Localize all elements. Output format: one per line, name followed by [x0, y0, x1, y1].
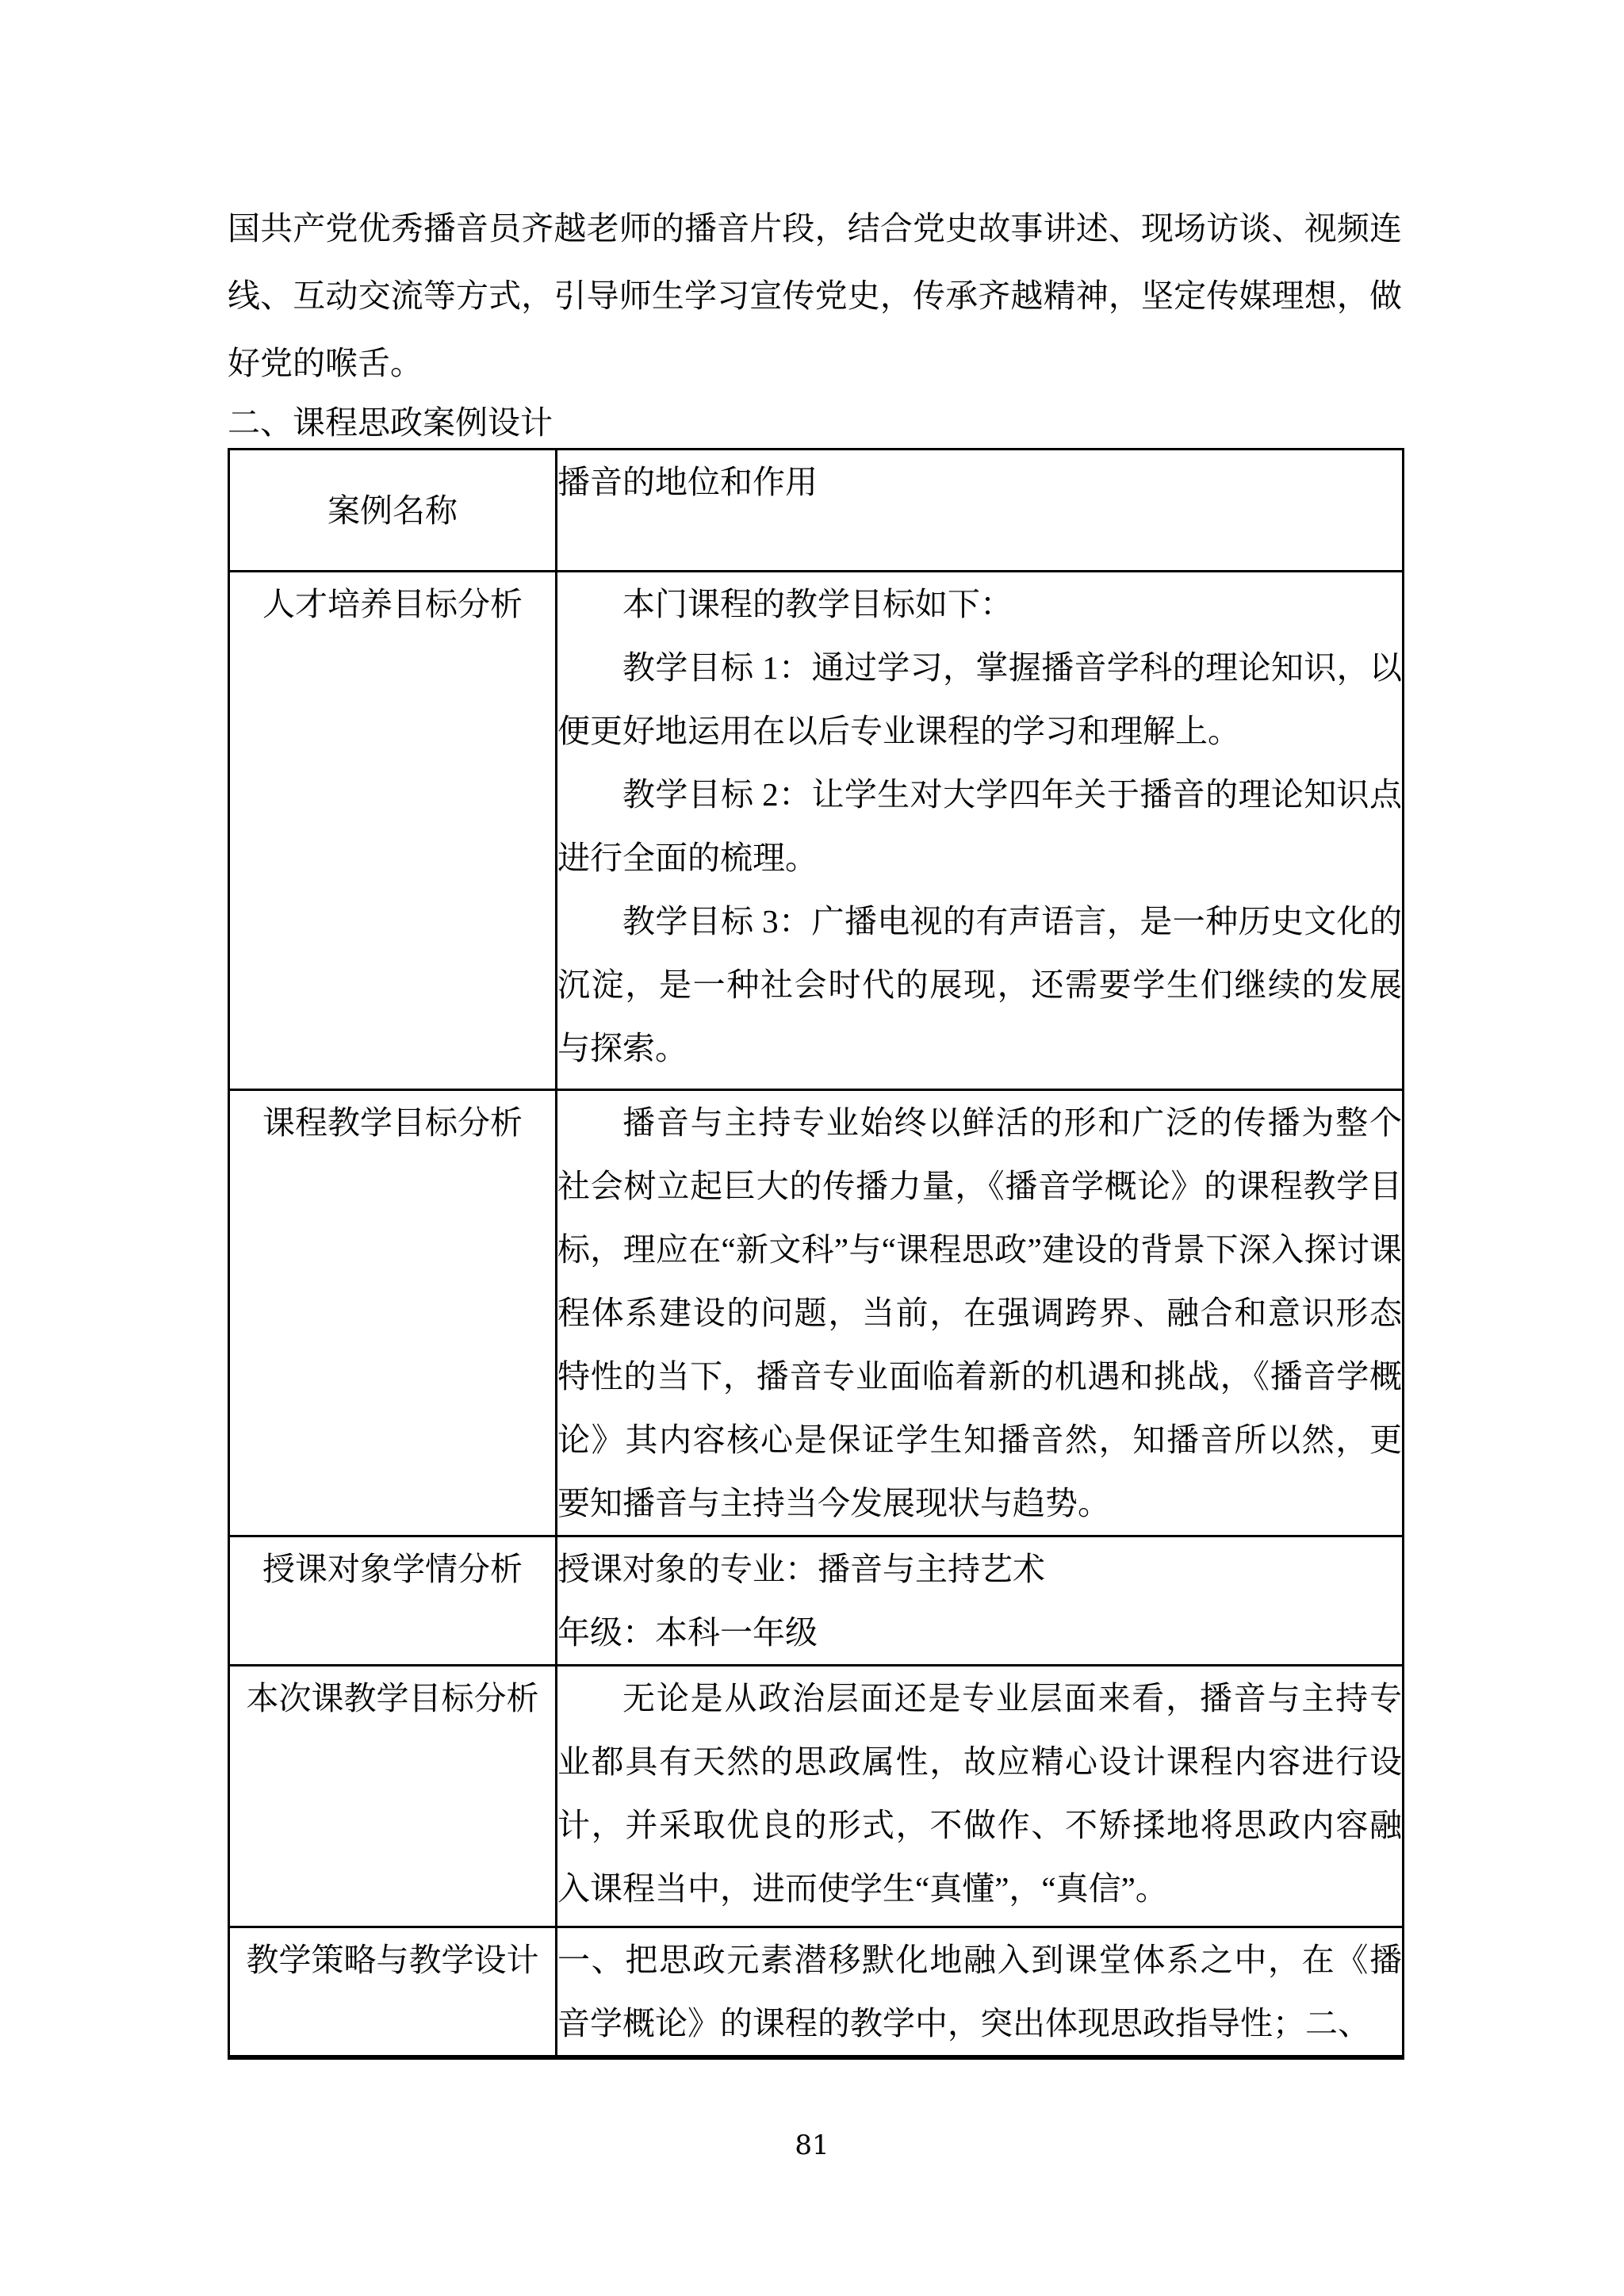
row-label: 授课对象学情分析: [229, 1536, 557, 1666]
row-content: [557, 1666, 1404, 1927]
cell-paragraph: 年级：本科一年级: [557, 1614, 818, 1651]
table-row-case-name: [229, 450, 1404, 572]
row-label: 教学策略与教学设计: [229, 1927, 557, 2058]
cell-paragraph: 播音与主持专业始终以鲜活的形和广泛的传播为整个社会树立起巨大的传播力量，《播音学概论》的课程教学目标，理应在“新文科”与“课程思政”建设的背景下深入探讨课程体系建设的问题，当前，在强调跨界、融合和意识形态特性的当下，播音专业面临着新的机遇和挑战，《播音学概论》其内容核心是保证学生知播音然，知播音所以然，更要知播音与主持当今发展现状与趋势。: [557, 1104, 1402, 1521]
row-label: 案例名称: [229, 450, 557, 572]
page-body: [228, 0, 1402, 2060]
row-label: 人才培养目标分析: [229, 572, 557, 1090]
page-number: 81: [795, 2130, 829, 2161]
row-label: 本次课教学目标分析: [229, 1666, 557, 1927]
row-content: [557, 1090, 1404, 1536]
top-paragraph: 国共产党优秀播音员齐越老师的播音片段，结合党史故事讲述、现场访谈、视频连线、互动交流等方式，引导师生学习宣传党史，传承齐越精神，坚定传媒理想，做好党的喉舌。: [228, 210, 1402, 381]
table-row-student-analysis: [229, 1536, 1404, 1666]
row-content: [557, 1536, 1404, 1666]
table-row-lesson-goal-analysis: [229, 1666, 1404, 1927]
cell-paragraph: 教学目标 1：通过学习，掌握播音学科的理论知识，以便更好地运用在以后专业课程的学习和理解上。: [557, 649, 1402, 749]
table-row-teaching-strategy: [229, 1927, 1404, 2058]
cell-paragraph: 无论是从政治层面还是专业层面来看，播音与主持专业都具有天然的思政属性，故应精心设计课程内容进行设计，并采取优良的形式，不做作、不矫揉地将思政内容融入课程当中，进而使学生“真懂”，“真信”。: [557, 1680, 1402, 1907]
row-content: [557, 1927, 1404, 2058]
cell-paragraph: 教学目标 2：让学生对大学四年关于播音的理论知识点进行全面的梳理。: [557, 776, 1402, 876]
section-heading: 二、课程思政案例设计: [228, 404, 553, 441]
cell-paragraph: 授课对象的专业：播音与主持艺术: [557, 1551, 1045, 1587]
case-design-table: [228, 448, 1404, 2060]
cell-paragraph: 本门课程的教学目标如下：: [622, 586, 1013, 622]
table-row-talent-goal-analysis: [229, 572, 1404, 1090]
cell-paragraph: 教学目标 3：广播电视的有声语言，是一种历史文化的沉淀，是一种社会时代的展现，还需要学生们继续的发展与探索。: [557, 903, 1402, 1066]
cell-paragraph: 播音的地位和作用: [557, 464, 818, 500]
cell-paragraph: 一、把思政元素潜移默化地融入到课堂体系之中，在《播音学概论》的课程的教学中，突出体现思政指导性；二、: [557, 1942, 1402, 2042]
row-content: [557, 450, 1404, 572]
row-content: [557, 572, 1404, 1090]
row-label: 课程教学目标分析: [229, 1090, 557, 1536]
table-row-course-goal-analysis: [229, 1090, 1404, 1536]
